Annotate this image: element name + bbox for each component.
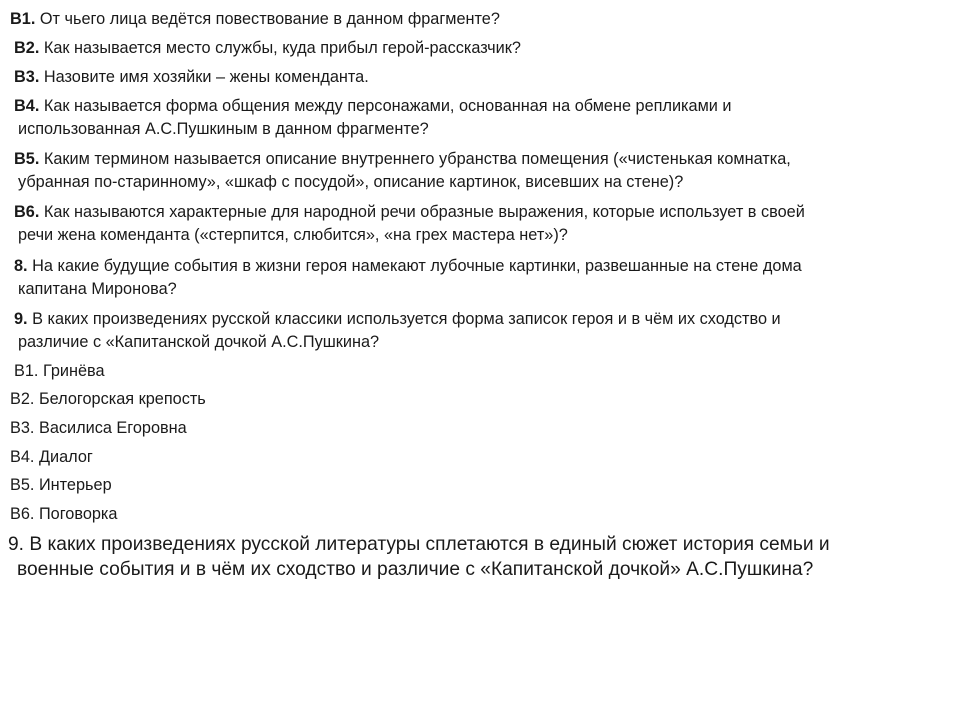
final-question-text-continued: военные события и в чём их сходство и различие с «Капитанской дочкой» А.С.Пушкина? xyxy=(17,559,814,580)
question-number: B3. xyxy=(14,68,40,86)
final-question-text: 9. В каких произведениях русской литературы сплетаются в единый сюжет история семьи и xyxy=(8,534,830,555)
question-number: 8. xyxy=(14,257,28,275)
question-text: Как называется форма общения между персонажами, основанная на обмене репликами и xyxy=(43,97,732,115)
answer-b5: В5. Интерьер xyxy=(10,476,112,494)
question-9 xyxy=(14,308,934,354)
question-text: Как называется место службы, куда прибыл герой-рассказчик? xyxy=(43,39,521,57)
question-text-continued: убранная по-старинному», «шкаф с посудой», описание картинок, висевших на стене)? xyxy=(18,173,684,191)
answer-b1: В1. Гринёва xyxy=(14,362,105,380)
question-b6 xyxy=(14,201,934,247)
question-text: В каких произведениях русской классики используется форма записок героя и в чём их сходство и xyxy=(32,310,781,328)
question-b1 xyxy=(10,8,930,31)
answer-b6: В6. Поговорка xyxy=(10,505,118,523)
answer-b3: В3. Василиса Егоровна xyxy=(10,419,187,437)
question-number: B6. xyxy=(14,203,40,221)
question-text: От чьего лица ведётся повествование в данном фрагменте? xyxy=(39,10,500,28)
answer-b2: В2. Белогорская крепость xyxy=(10,390,206,408)
question-number: B5. xyxy=(14,150,40,168)
question-text: Как называются характерные для народной речи образные выражения, которые использует в своей xyxy=(43,203,805,221)
question-text-continued: речи жена коменданта («стерпится, слюбится», «на грех мастера нет»)? xyxy=(18,226,568,244)
answer-b4: В4. Диалог xyxy=(10,448,93,466)
question-text: На какие будущие события в жизни героя намекают лубочные картинки, развешанные на стене дома xyxy=(32,257,802,275)
question-number: B1. xyxy=(10,10,36,28)
question-number: B2. xyxy=(14,39,40,57)
question-text: Назовите имя хозяйки – жены коменданта. xyxy=(43,68,369,86)
question-b5 xyxy=(14,148,934,194)
question-text-continued: капитана Миронова? xyxy=(18,280,177,298)
question-b3 xyxy=(14,66,934,89)
question-8 xyxy=(14,255,934,301)
question-number: 9. xyxy=(14,310,28,328)
question-text-continued: использованная А.С.Пушкиным в данном фрагменте? xyxy=(18,120,429,138)
question-b4 xyxy=(14,95,934,141)
question-text-continued: различие с «Капитанской дочкой А.С.Пушкина? xyxy=(18,333,380,351)
question-text: Каким термином называется описание внутреннего убранства помещения («чистенькая комнатка, xyxy=(43,150,791,168)
question-number: B4. xyxy=(14,97,40,115)
question-b2 xyxy=(14,37,934,60)
final-question xyxy=(8,532,948,582)
